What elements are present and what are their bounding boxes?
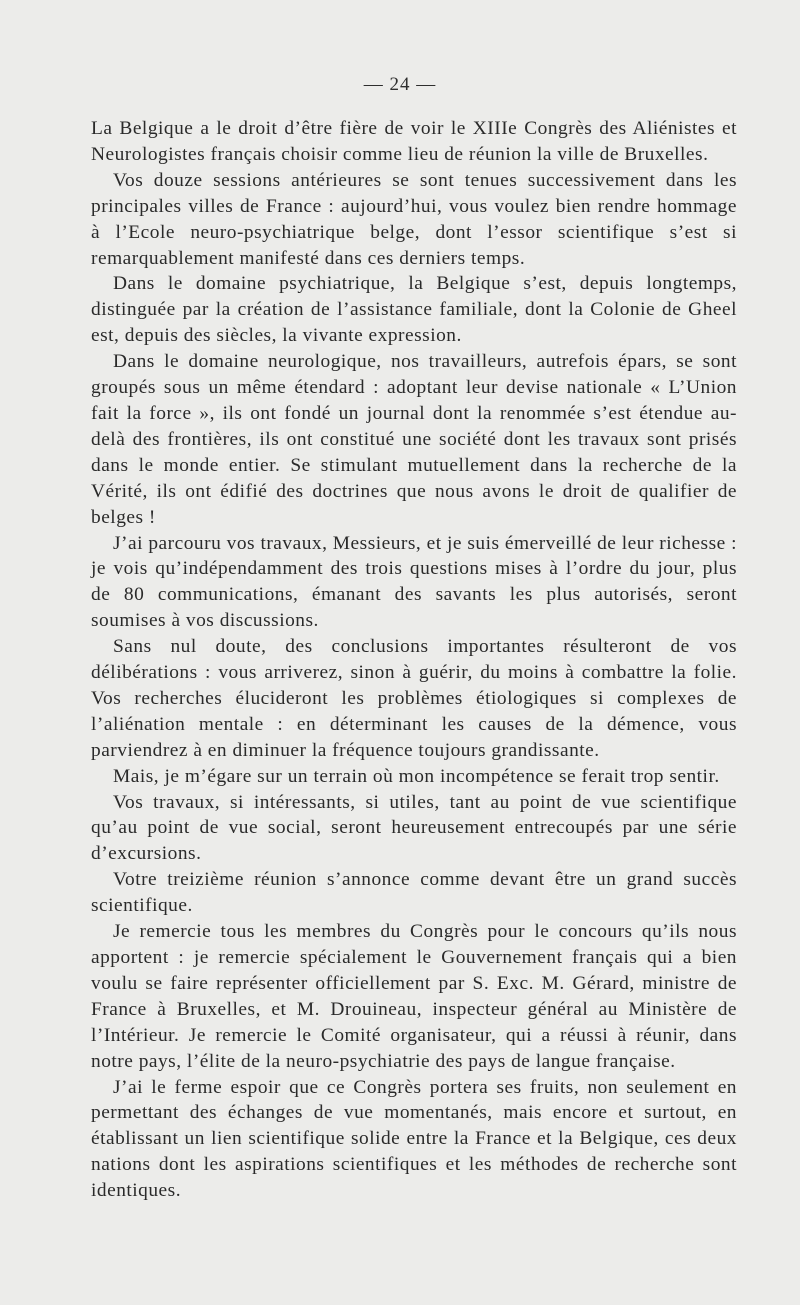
paragraph: Dans le domaine neurologique, nos travailleurs, autrefois épars, se sont groupés sous un même étendard : adoptant leur devise nationale « L’Union fait la force », ils ont fondé un journal dont la renommée s’est étendue au-delà des frontières, ils ont constitué une société dont les travaux sont prisés dans le monde entier. Se stimulant mutuellement dans la recherche de la Vérité, ils ont édifié des doctrines que nous avons le droit de qualifier de belges !: [91, 351, 737, 528]
paragraph: Votre treizième réunion s’annonce comme devant être un grand succès scientifique.: [91, 869, 737, 917]
paragraph: Vos travaux, si intéressants, si utiles, tant au point de vue scientifique qu’au point de vue social, seront heureusement entrecoupés par une série d’excursions.: [91, 791, 737, 865]
body-text: [91, 116, 737, 1204]
paragraph: Mais, je m’égare sur un terrain où mon incompétence se ferait trop sentir.: [113, 765, 720, 787]
paragraph: J’ai parcouru vos travaux, Messieurs, et je suis émerveillé de leur richesse : je vois qu’indépendamment des trois questions mises à l’ordre du jour, plus de 80 communications, émanant des savants les plus autorisés, seront soumises à vos discussions.: [91, 532, 737, 632]
paragraph: Je remercie tous les membres du Congrès pour le concours qu’ils nous apportent : je remercie spécialement le Gouvernement français qui a bien voulu se faire représenter officiellement par S. Exc. M. Gérard, ministre de France à Bruxelles, et M. Drouineau, inspecteur général au Ministère de l’Intérieur. Je remercie le Comité organisateur, qui a réussi à réunir, dans notre pays, l’élite de la neuro-psychiatrie des pays de langue française.: [91, 921, 737, 1072]
paragraph: Dans le domaine psychiatrique, la Belgique s’est, depuis longtemps, distinguée par la création de l’assistance familiale, dont la Colonie de Gheel est, depuis des siècles, la vivante expression.: [91, 273, 737, 347]
page-number: — 24 —: [363, 74, 437, 95]
paragraph: Sans nul doute, des conclusions importantes résulteront de vos délibérations : vous arriverez, sinon à guérir, du moins à combattre la folie. Vos recherches élucideront les problèmes étiologiques si complexes de l’aliénation mentale : en déterminant les causes de la démence, vous parviendrez à en diminuer la fréquence toujours grandissante.: [91, 636, 737, 761]
paragraph: La Belgique a le droit d’être fière de voir le XIIIe Congrès des Aliénistes et Neurologistes français choisir comme lieu de réunion la ville de Bruxelles.: [91, 118, 737, 165]
paragraph: J’ai le ferme espoir que ce Congrès portera ses fruits, non seulement en permettant des échanges de vue momentanés, mais encore et surtout, en établissant un lien scientifique solide entre la France et la Belgique, ces deux nations dont les aspirations scientifiques et les méthodes de recherche sont identiques.: [91, 1076, 737, 1202]
paragraph: Vos douze sessions antérieures se sont tenues successivement dans les principales villes de France : aujourd’hui, vous voulez bien rendre hommage à l’Ecole neuro-psychiatrique belge, dont l’essor scientifique s’est si remarquablement manifesté dans ces derniers temps.: [91, 169, 737, 269]
